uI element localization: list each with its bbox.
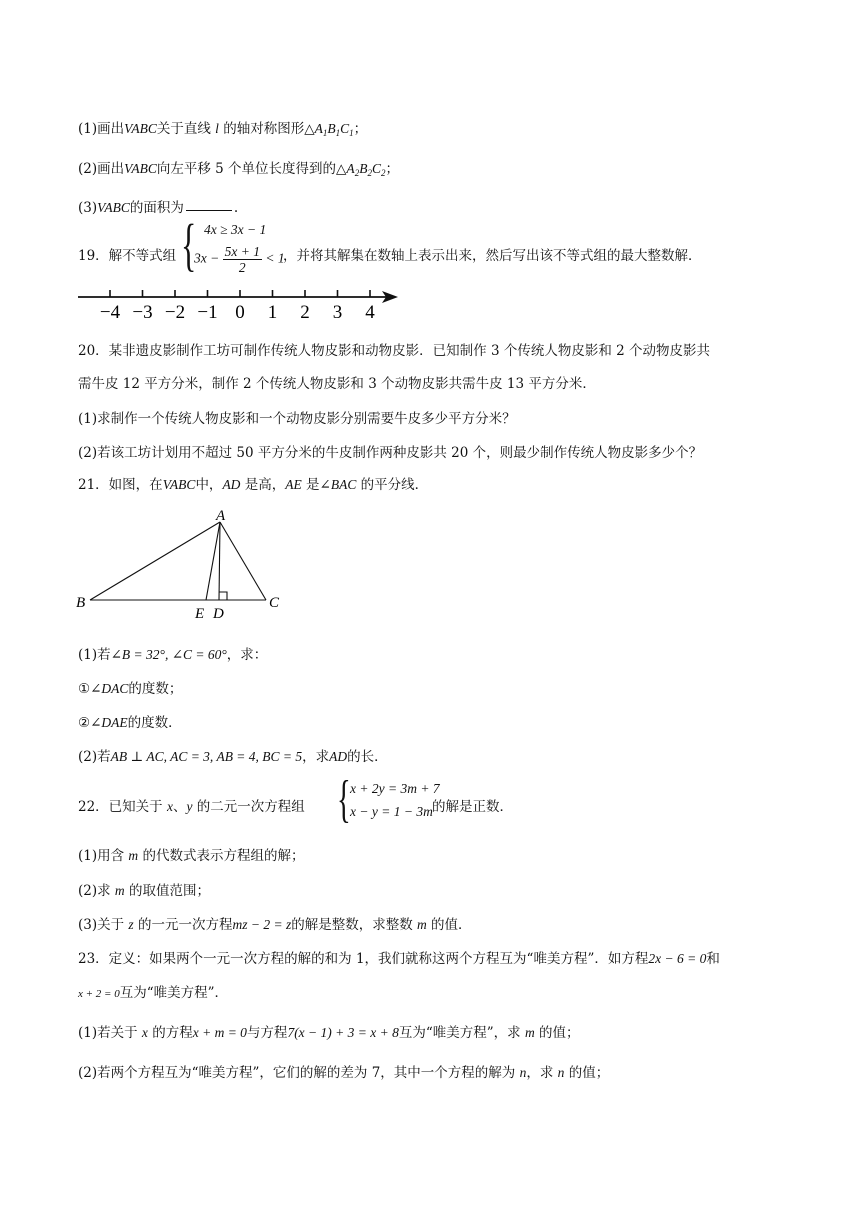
q23-line2: x + 2 = 0互为“唯美方程”．	[78, 985, 229, 1001]
equation-2x-6: 2x − 6 = 0	[648, 951, 707, 966]
q19-label: 19．解不等式组	[78, 248, 177, 264]
q23-part1: (1)若关于 x 的方程x + m = 0与方程7(x − 1) + 3 = x + 8互为“唯美方程”，求 m 的值；	[78, 1025, 580, 1041]
q21-sub1: ①∠DAC的度数；	[78, 681, 183, 697]
angle-bac: ∠BAC	[319, 477, 357, 492]
q21-sub2: ②∠DAE的度数．	[78, 715, 182, 731]
q23-line1: 23．定义：如果两个一元一次方程的解的和为 1，我们就称这两个方程互为“唯美方程”．如方程2x − 6 = 0和	[78, 951, 720, 967]
answer-blank[interactable]	[186, 210, 232, 211]
number-line-label: 0	[235, 302, 245, 323]
brace-icon: {	[181, 212, 197, 277]
segment-ad: AD	[329, 749, 348, 764]
q19-ineq1: 4x ≥ 3x − 1	[204, 222, 267, 237]
brace-icon: {	[337, 771, 351, 828]
triangle-abc: VABC	[124, 121, 157, 136]
q18-part1	[78, 117, 367, 138]
q21-part2: (2)若AB ⊥ AC, AC = 3, AB = 4, BC = 5，求AD的长．	[78, 749, 388, 765]
q19-tail: ，并将其解集在数轴上表示出来，然后写出该不等式组的最大整数解．	[283, 248, 702, 264]
angle-dae: ∠DAE	[90, 715, 128, 730]
equation-x-plus-m: x + m = 0	[192, 1025, 247, 1040]
equation-mz: mz − 2 = z	[232, 917, 292, 932]
number-line-label: 1	[267, 302, 278, 323]
angle-values: ∠B = 32°, ∠C = 60°	[110, 647, 227, 662]
q19-ineq2: 3x − $\frac{5x + 1}{2}$ < 1	[194, 244, 285, 275]
number-line-label: −4	[99, 302, 121, 323]
q22-eq1: x + 2y = 3m + 7	[350, 781, 440, 796]
equation-7x: 7(x − 1) + 3 = x + 8	[287, 1025, 399, 1040]
q20-part1: (1)求制作一个传统人物皮影和一个动物皮影分别需要牛皮多少平方分米？	[78, 411, 516, 427]
q20-line2: 需牛皮 12 平方分米，制作 2 个传统人物皮影和 3 个动物皮影共需牛皮 13 平方分米．	[78, 376, 596, 392]
q18-part3	[78, 196, 238, 216]
q18-p1-text-b: 关于直线	[156, 121, 216, 137]
q22-part2: (2)求 m 的取值范围；	[78, 883, 210, 899]
q18-part2	[78, 157, 399, 178]
triangle-a1b1c1: $\triangle A_1B_1C_1$	[304, 121, 354, 138]
triangle-abc: VABC	[97, 200, 130, 215]
number-line	[72, 286, 407, 326]
q18-p1-text-c: 的轴对称图形	[218, 121, 305, 137]
q23-part2: (2)若两个方程互为“唯美方程”，它们的解的差为 7，其中一个方程的解为 n，求 n 的值；	[78, 1065, 610, 1081]
q22-stem-a: 22．已知关于 x、y 的二元一次方程组	[78, 799, 305, 815]
q18-p3-text-b: 的面积为	[129, 200, 184, 216]
fraction-denominator: 2	[238, 260, 246, 275]
label-e: E	[195, 606, 205, 622]
segment-ae: AE	[285, 477, 302, 492]
right-angle-mark	[219, 592, 227, 600]
triangle-figure	[74, 503, 294, 625]
q18-p2-end: ；	[385, 161, 399, 177]
q20-part2: (2)若该工坊计划用不超过 50 平方分米的牛皮制作两种皮影共 20 个，则最少制作传统人物皮影多少个？	[78, 445, 703, 461]
label-a: A	[216, 508, 226, 524]
number-line-label: −2	[164, 302, 186, 323]
label-d: D	[213, 606, 224, 622]
altitude-ad	[219, 522, 220, 600]
q20-line1: 20．某非遗皮影制作工坊可制作传统人物皮影和动物皮影．已知制作 3 个传统人物皮影和 2 个动物皮影共	[78, 343, 711, 359]
bisector-ae	[206, 522, 220, 600]
q22-part3: (3)关于 z 的一元一次方程mz − 2 = z的解是整数，求整数 m 的值．	[78, 917, 472, 933]
label-b: B	[76, 595, 86, 611]
number-line-label: 2	[300, 302, 310, 323]
q22-stem-b: 的解是正数．	[432, 799, 513, 815]
segment-ad: AD	[222, 477, 241, 492]
q18-p3-text: (3)	[78, 200, 98, 216]
label-c: C	[269, 595, 280, 611]
q18-p1-text: (1)画出	[78, 121, 125, 137]
number-line-label: −1	[197, 302, 218, 323]
fraction-numerator: 5x + 1	[224, 244, 260, 259]
q22-part1: (1)用含 m 的代数式表示方程组的解；	[78, 848, 305, 864]
angle-dac: ∠DAC	[90, 681, 129, 696]
triangle-abc: VABC	[162, 477, 196, 492]
number-line-label: −3	[132, 302, 153, 323]
q18-p3-end: .	[233, 200, 239, 216]
number-line-label: 4	[365, 302, 375, 323]
triangle-abc: VABC	[124, 161, 157, 176]
equation-x-plus-2: x + 2 = 0	[78, 988, 120, 1000]
side-ac	[220, 522, 266, 600]
q21-stem: 21．如图，在VABC中，AD 是高，AE 是∠BAC 的平分线．	[78, 477, 429, 493]
q18-p2-text-b: 向左平移 5 个单位长度得到的	[156, 161, 337, 177]
q18-p2-text: (2)画出	[78, 161, 125, 177]
line-l: l	[215, 121, 219, 136]
number-line-label: 3	[332, 302, 343, 323]
given-conditions: AB ⊥ AC, AC = 3, AB = 4, BC = 5	[110, 749, 303, 764]
q18-p1-end: ；	[353, 121, 368, 137]
triangle-a2b2c2: $\triangle A_2B_2C_2$	[336, 161, 386, 178]
q21-part1: (1)若∠B = 32°, ∠C = 60°，求：	[78, 647, 268, 663]
q22-eq2: x − y = 1 − 3m	[350, 804, 433, 819]
side-ab	[90, 522, 220, 600]
